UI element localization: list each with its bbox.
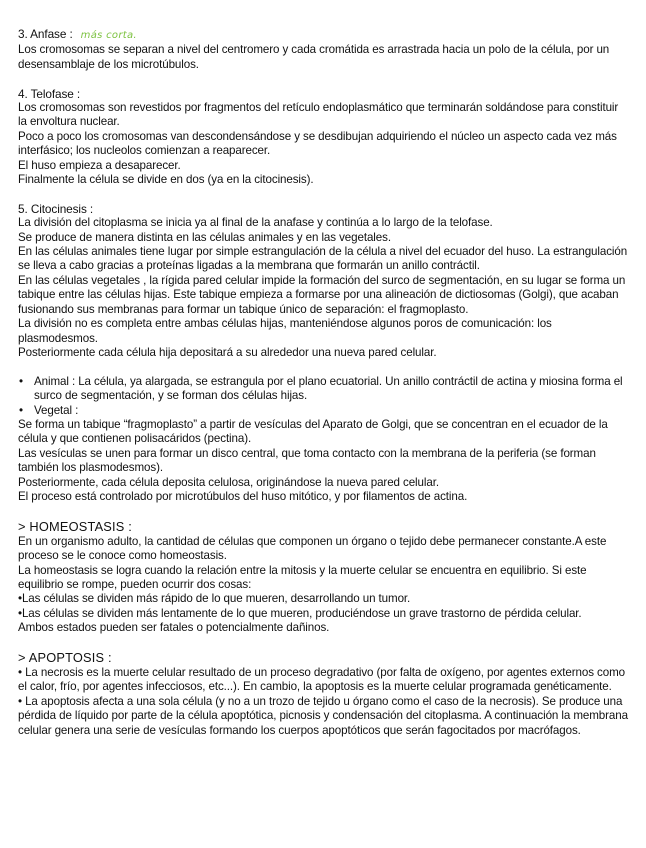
homeostasis-line: Ambos estados pueden ser fatales o potencialmente dañinos. [18,621,330,635]
telofase-line: Los cromosomas son revestidos por fragmentos del retículo endoplasmático que terminarán soldándose para constituir la envoltura nuclear. [18,101,619,129]
anafase-heading [18,27,630,43]
homeostasis-line: •Las células se dividen más rápido de lo que mueren, desarrollando un tumor. [18,592,411,606]
spacer [18,187,630,201]
spacer [18,72,630,86]
apoptosis-line: • La necrosis es la muerte celular resultado de un proceso degradativo (por falta de oxígeno, por agentes externos como el calor, frío, por agentes infecciosos, etc...). En cambio, la apoptosis es la muerte celular programada genéticamente. [18,665,625,694]
telofase-line: El huso empieza a desaparecer. [18,158,181,172]
vegetal-line: Se forma un tabique “fragmoplasto” a partir de vesículas del Aparato de Golgi, que se concentran en el ecuador de la célula y que contienen polisacáridos (pectina). [18,417,608,446]
section-homeostasis [18,519,630,636]
spacer [18,504,630,518]
citocinesis-heading: 5. Citocinesis : [18,201,94,216]
section-citocinesis [18,202,630,505]
apoptosis-line: • La apoptosis afecta a una sola célula (y no a un trozo de tejido u órgano como el caso de la necrosis). Se produce una pérdida de líquido por parte de la célula apoptótica, picnosis y condensación del citoplasma. A continuación la membrana celular genera una serie de vesículas formando los cuerpos apoptóticos que serán fagocitados por macrófagos. [18,694,628,737]
spacer [18,360,630,374]
telofase-heading: 4. Telofase : [18,86,81,101]
animal-bullet-item: • Animal : La célula, ya alargada, se estrangula por el plano ecuatorial. Un anillo contráctil de actina y miosina forma el surco de segmentación, y se forman dos células hijas. [18,375,630,404]
citocinesis-line: En las células animales tiene lugar por simple estrangulación de la célula a nivel del ecuador del huso. La estrangulación se lleva a cabo gracias a proteínas ligadas a la membrana que formarán un anillo contráctil. [18,245,628,273]
citocinesis-line: Se produce de manera distinta en las células animales y en las vegetales. [18,230,391,244]
citocinesis-line: La división del citoplasma se inicia ya al final de la anafase y continúa a lo largo de la telofase. [18,216,493,230]
vegetal-bullet-item: • Vegetal : [18,404,630,418]
document-page [18,27,630,738]
homeostasis-line: •Las células se dividen más lentamente de lo que mueren, produciéndose un grave trastorno de pérdida celular. [18,606,582,620]
section-telofase [18,87,630,188]
anafase-heading-text: 3. Anfase : [18,27,73,41]
spacer [18,636,630,650]
telofase-line: Poco a poco los cromosomas van descondensándose y se desdibujan adquiriendo el núcleo un aspecto cada vez más interfásico; los nucleolos comienzan a reaparecer. [18,129,617,158]
telofase-line: Finalmente la célula se divide en dos (ya en la citocinesis). [18,173,314,187]
citocinesis-line: Posteriormente cada célula hija depositará a su alrededor una nueva pared celular. [18,345,437,359]
vegetal-line: El proceso está controlado por microtúbulos del huso mitótico, y por filamentos de actina. [18,489,468,503]
handwritten-note: más corta. [80,30,137,41]
citocinesis-line: La división no es completa entre ambas células hijas, manteniéndose algunos poros de comunicación: los plasmodesmos. [18,317,552,345]
anafase-text: Los cromosomas se separan a nivel del centromero y cada cromátida es arrastrada hacia un polo de la célula, por un desensamblaje de los microtúbulos. [18,43,610,71]
homeostasis-line: La homeostasis se logra cuando la relación entre la mitosis y la muerte celular se encuentra en equilibrio. Si este equilibrio se rompe, pueden ocurrir dos cosas: [18,563,587,591]
homeostasis-heading: > HOMEOSTASIS : [18,518,133,534]
vegetal-line: Las vesículas se unen para formar un disco central, que toma contacto con la membrana de la periferia (se forman también los plasmodesmos). [18,446,596,475]
homeostasis-line: En un organismo adulto, la cantidad de células que componen un órgano o tejido debe permanecer constante.A este proceso se le conoce como homeostasis. [18,534,607,563]
citocinesis-line: En las células vegetales , la rígida pared celular impide la formación del surco de segmentación, en su lugar se forma un tabique entre las células hijas. Este tabique empieza a formarse por una alineación de dictiosomas (Golgi), que acaban fusionando sus membranas para formar un tabique único de separación: el fragmoplasto. [18,273,626,316]
apoptosis-heading: > APOPTOSIS : [18,649,112,665]
section-anafase [18,27,630,72]
section-apoptosis [18,650,630,738]
vegetal-line: Posteriormente, cada célula deposita celulosa, originándose la nueva pared celular. [18,475,439,489]
